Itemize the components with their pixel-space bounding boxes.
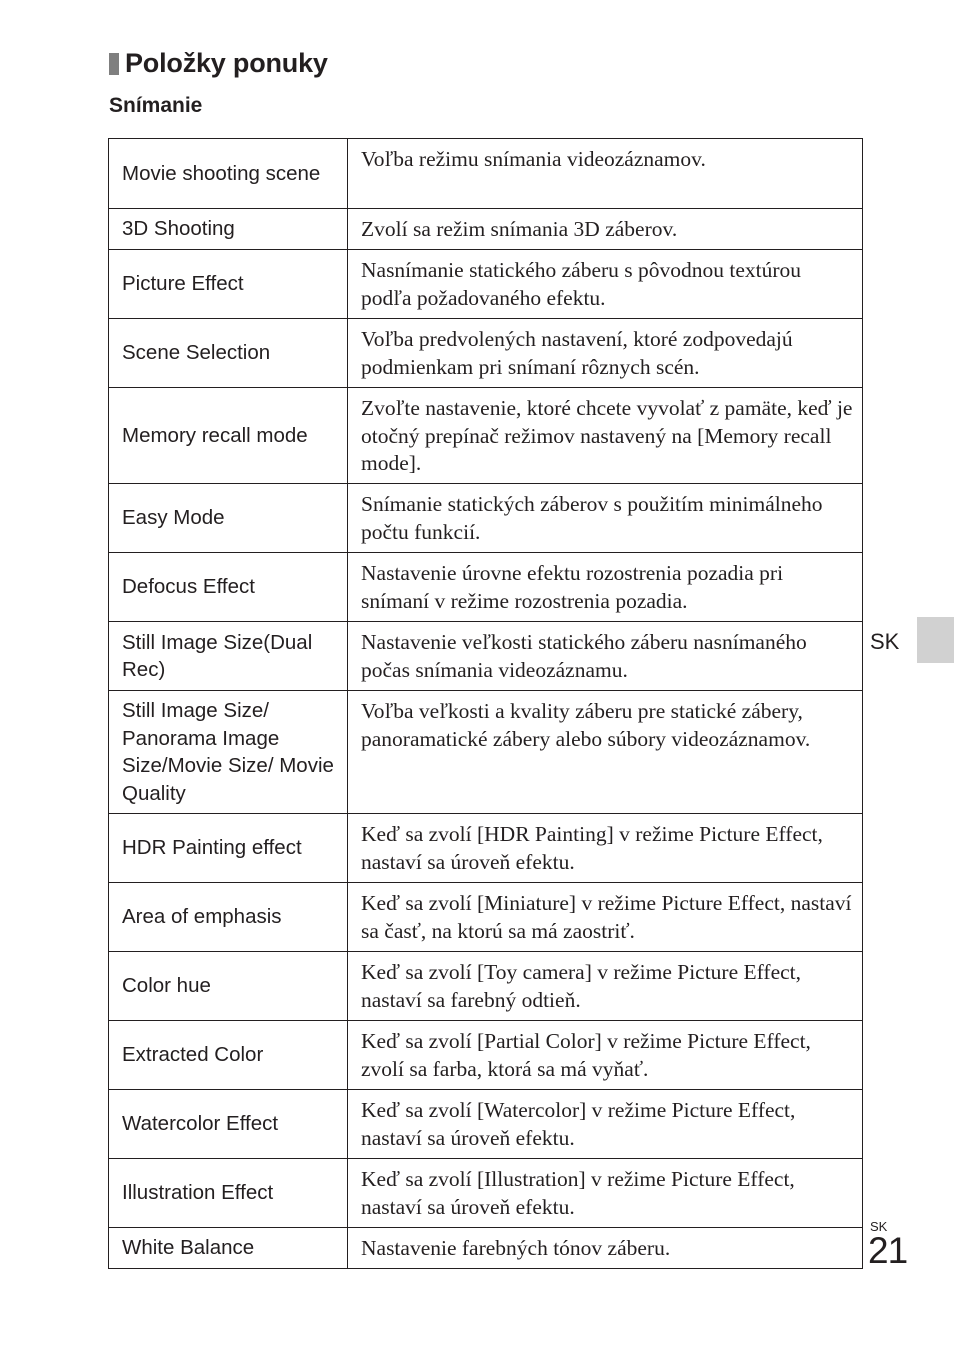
table-row	[109, 1021, 863, 1090]
menu-item-name: HDR Painting effect	[109, 814, 348, 883]
menu-item-description: Keď sa zvolí [Miniature] v režime Picture Effect, nastaví sa časť, na ktorú sa má zaostriť.	[348, 883, 863, 952]
menu-item-description: Voľba predvolených nastavení, ktoré zodpovedajú podmienkam pri snímaní rôznych scén.	[348, 319, 863, 388]
language-side-label: SK	[870, 629, 900, 654]
table-row	[109, 484, 863, 553]
menu-item-description: Keď sa zvolí [HDR Painting] v režime Picture Effect, nastaví sa úroveň efektu.	[348, 814, 863, 883]
table-row	[109, 250, 863, 319]
menu-item-description: Snímanie statických záberov s použitím minimálneho počtu funkcií.	[348, 484, 863, 553]
table-row	[109, 1228, 863, 1269]
table-row	[109, 139, 863, 209]
menu-item-description: Zvolí sa režim snímania 3D záberov.	[348, 209, 863, 250]
menu-item-name: Watercolor Effect	[109, 1090, 348, 1159]
menu-item-name: Color hue	[109, 952, 348, 1021]
page-language-code: SK	[870, 1219, 888, 1234]
table-row	[109, 952, 863, 1021]
menu-items-table	[108, 138, 863, 1269]
section-heading	[109, 48, 328, 79]
table-row	[109, 553, 863, 622]
table-row	[109, 691, 863, 814]
page-number: 21	[868, 1230, 908, 1271]
menu-item-name: Extracted Color	[109, 1021, 348, 1090]
menu-items-table-body	[109, 139, 863, 1269]
table-row	[109, 622, 863, 691]
table-row	[109, 883, 863, 952]
menu-item-description: Nastavenie veľkosti statického záberu nasnímaného počas snímania videozáznamu.	[348, 622, 863, 691]
heading-marker-icon	[109, 53, 119, 75]
menu-item-name: Illustration Effect	[109, 1159, 348, 1228]
menu-item-name: Still Image Size/ Panorama Image Size/Movie Size/ Movie Quality	[109, 691, 348, 814]
language-side-tab	[917, 617, 954, 663]
menu-item-name: Still Image Size(Dual Rec)	[109, 622, 348, 691]
menu-item-description: Keď sa zvolí [Partial Color] v režime Picture Effect, zvolí sa farba, ktorá sa má vyňať.	[348, 1021, 863, 1090]
menu-item-name: White Balance	[109, 1228, 348, 1269]
menu-item-name: Movie shooting scene	[109, 139, 348, 209]
menu-item-description: Nasnímanie statického záberu s pôvodnou textúrou podľa požadovaného efektu.	[348, 250, 863, 319]
table-row	[109, 1159, 863, 1228]
menu-item-name: Defocus Effect	[109, 553, 348, 622]
table-row	[109, 1090, 863, 1159]
subsection-title: Snímanie	[109, 94, 203, 117]
menu-item-description: Keď sa zvolí [Toy camera] v režime Picture Effect, nastaví sa farebný odtieň.	[348, 952, 863, 1021]
table-row	[109, 319, 863, 388]
menu-item-description: Nastavenie úrovne efektu rozostrenia pozadia pri snímaní v režime rozostrenia pozadia.	[348, 553, 863, 622]
menu-item-name: 3D Shooting	[109, 209, 348, 250]
menu-item-name: Picture Effect	[109, 250, 348, 319]
table-row	[109, 814, 863, 883]
menu-item-name: Easy Mode	[109, 484, 348, 553]
menu-item-description: Keď sa zvolí [Watercolor] v režime Picture Effect, nastaví sa úroveň efektu.	[348, 1090, 863, 1159]
table-row	[109, 388, 863, 484]
menu-item-description: Voľba veľkosti a kvality záberu pre statické zábery, panoramatické zábery alebo súbory videozáznamov.	[348, 691, 863, 814]
menu-item-description: Voľba režimu snímania videozáznamov.	[348, 139, 863, 209]
menu-item-name: Memory recall mode	[109, 388, 348, 484]
menu-item-description: Nastavenie farebných tónov záberu.	[348, 1228, 863, 1269]
table-row	[109, 209, 863, 250]
page-title: Položky ponuky	[125, 48, 328, 78]
menu-item-description: Keď sa zvolí [Illustration] v režime Picture Effect, nastaví sa úroveň efektu.	[348, 1159, 863, 1228]
menu-item-description: Zvoľte nastavenie, ktoré chcete vyvolať z pamäte, keď je otočný prepínač režimov nastavený na [Memory recall mode].	[348, 388, 863, 484]
menu-item-name: Scene Selection	[109, 319, 348, 388]
menu-item-name: Area of emphasis	[109, 883, 348, 952]
